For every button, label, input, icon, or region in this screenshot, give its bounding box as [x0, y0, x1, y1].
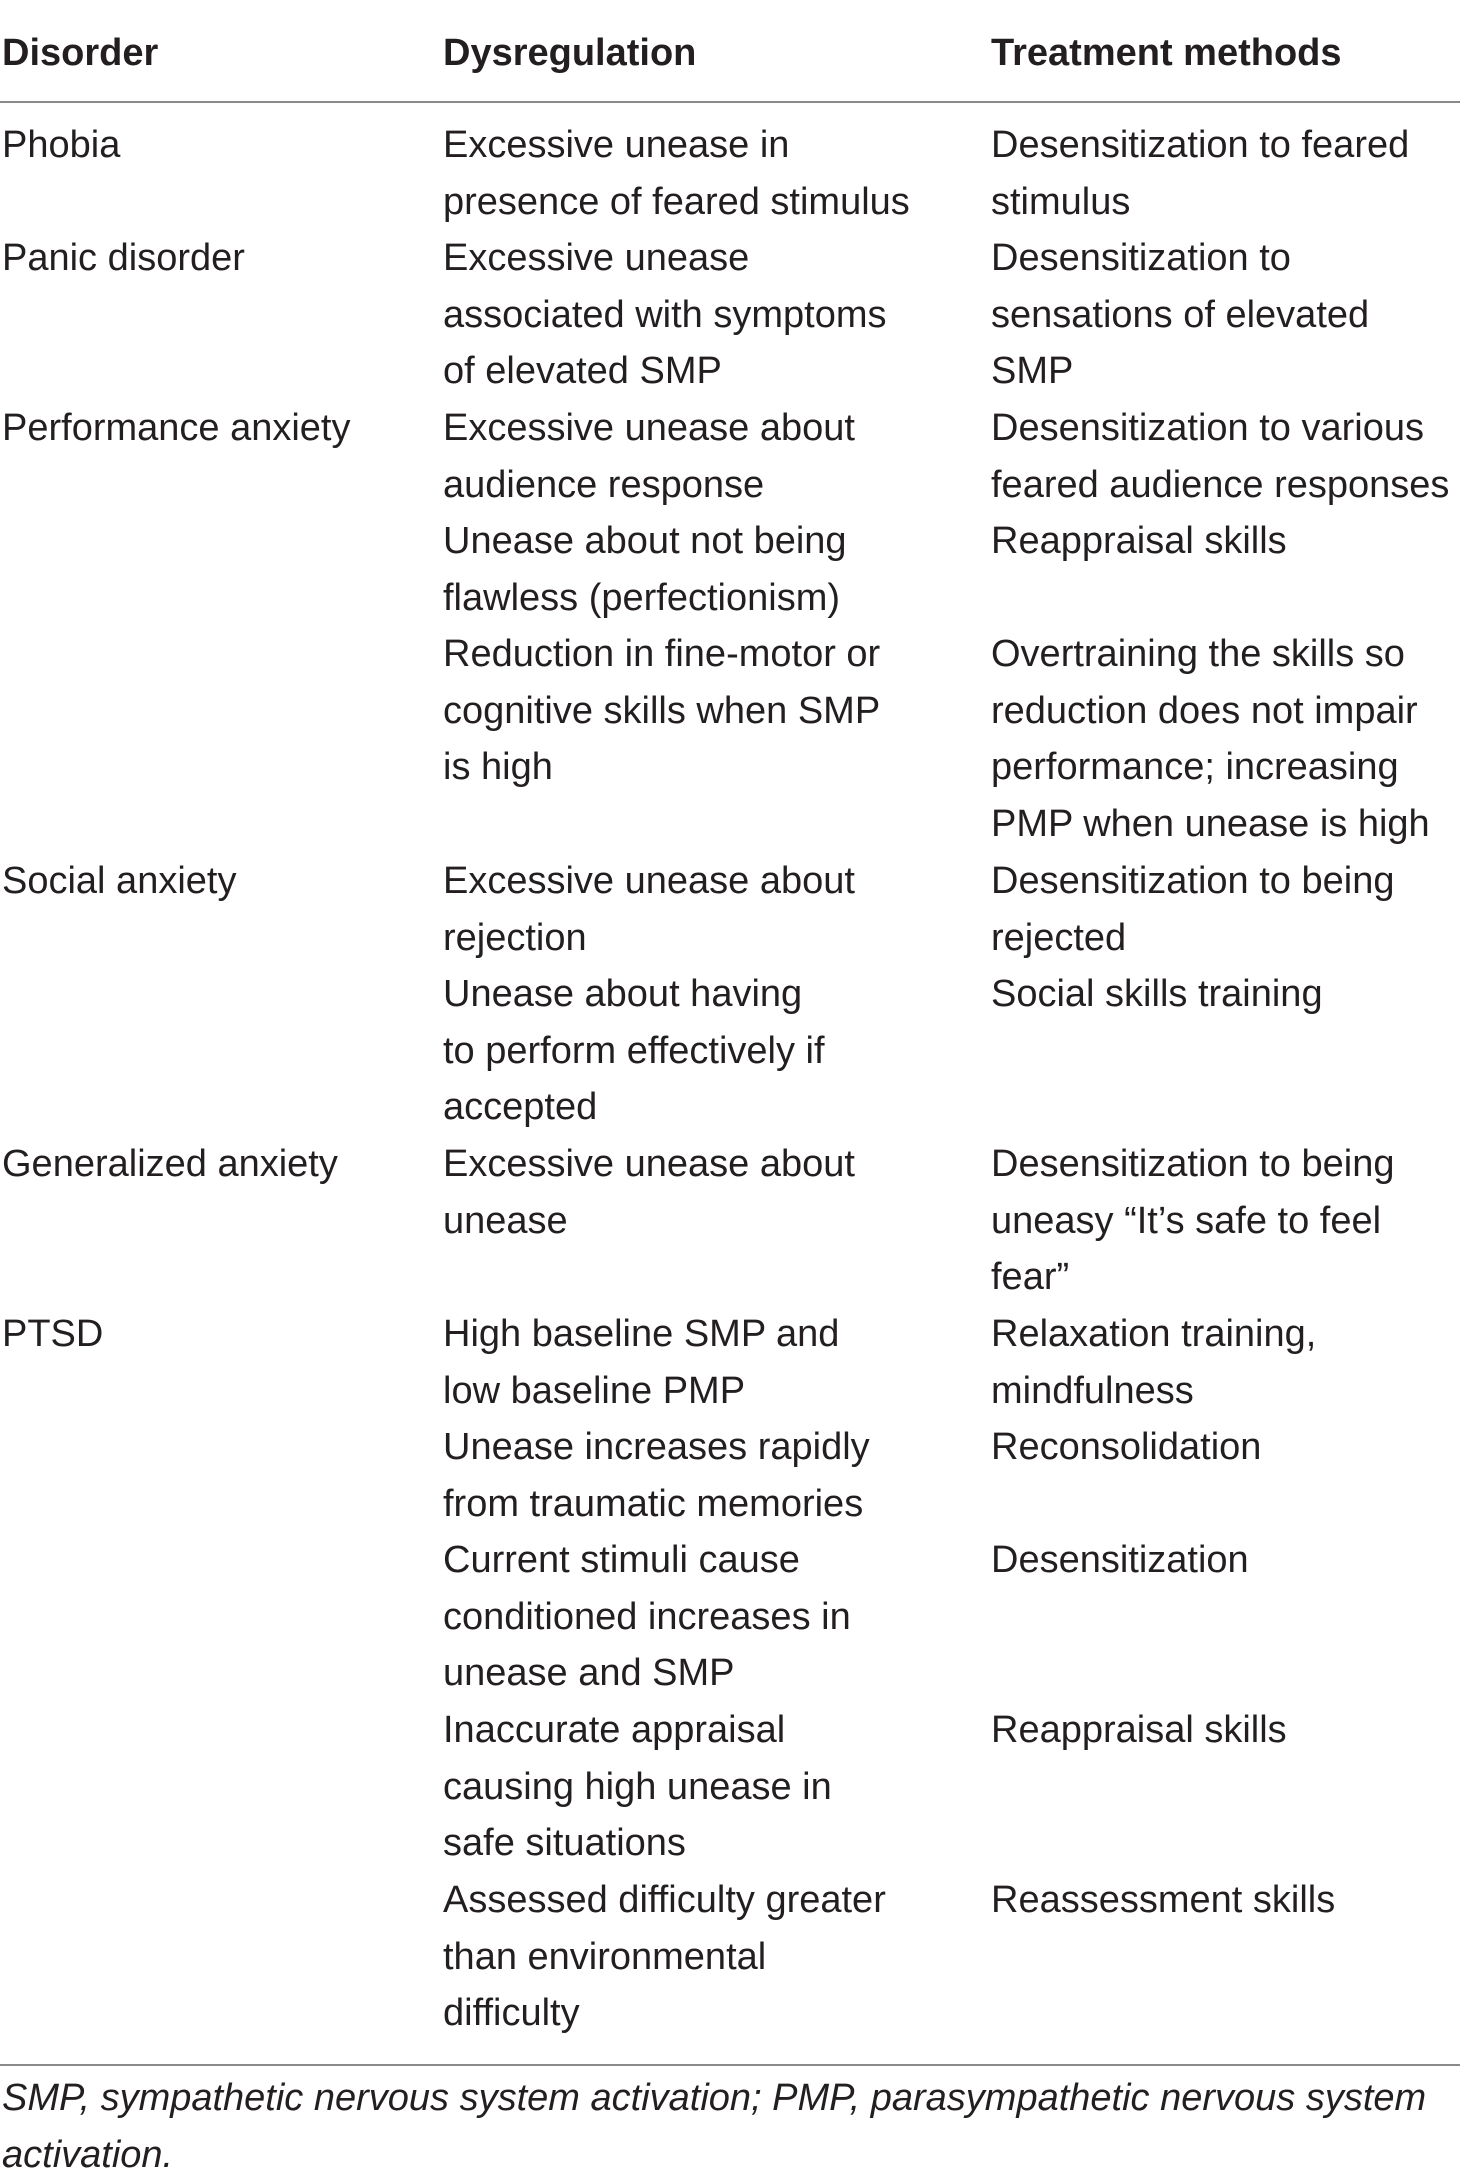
cell-dysregulation: Unease increases rapidly from traumatic memories [443, 1426, 870, 1525]
cell-dysregulation: Current stimuli cause conditioned increases in unease and SMP [443, 1539, 851, 1695]
cell-treatment: Desensitization to being uneasy “It’s safe to feel fear” [991, 1143, 1395, 1299]
cell-treatment: Desensitization [991, 1539, 1249, 1581]
cell-treatment: Desensitization to sensations of elevated SMP [991, 237, 1370, 393]
cell-dysregulation: Assessed difficulty greater than environmental difficulty [443, 1879, 886, 2035]
cell-dysregulation: Reduction in fine-motor or cognitive skills when SMP is high [443, 633, 881, 789]
header-disorder: Disorder [2, 32, 159, 74]
cell-disorder: PTSD [2, 1313, 104, 1355]
cell-dysregulation: Unease about having to perform effectively if accepted [443, 973, 825, 1129]
cell-treatment: Desensitization to being rejected [991, 860, 1395, 959]
header-treatment-methods: Treatment methods [991, 32, 1342, 74]
cell-treatment: Social skills training [991, 973, 1323, 1015]
cell-disorder: Generalized anxiety [2, 1143, 338, 1185]
table-footnote: SMP, sympathetic nervous system activation; PMP, parasympathetic nervous system activation. [2, 2077, 1427, 2176]
cell-treatment: Reappraisal skills [991, 1709, 1287, 1751]
cell-disorder: Panic disorder [2, 237, 245, 279]
header-rule [0, 101, 1460, 103]
cell-dysregulation: Excessive unease associated with symptoms of elevated SMP [443, 237, 887, 393]
cell-treatment: Relaxation training, mindfulness [991, 1313, 1317, 1412]
cell-dysregulation: Excessive unease about rejection [443, 860, 855, 959]
cell-dysregulation: Unease about not being flawless (perfectionism) [443, 520, 847, 619]
cell-dysregulation: Excessive unease in presence of feared stimulus [443, 124, 910, 223]
cell-treatment: Reappraisal skills [991, 520, 1287, 562]
cell-disorder: Performance anxiety [2, 407, 351, 449]
bottom-rule [0, 2064, 1460, 2066]
cell-treatment: Reassessment skills [991, 1879, 1336, 1921]
cell-dysregulation: Excessive unease about unease [443, 1143, 855, 1242]
header-dysregulation: Dysregulation [443, 32, 697, 74]
cell-treatment: Overtraining the skills so reduction does not impair performance; increasing PMP when unease is high [991, 633, 1430, 845]
cell-dysregulation: Inaccurate appraisal causing high unease in safe situations [443, 1709, 832, 1865]
cell-treatment: Reconsolidation [991, 1426, 1262, 1468]
cell-dysregulation: High baseline SMP and low baseline PMP [443, 1313, 840, 1412]
cell-treatment: Desensitization to feared stimulus [991, 124, 1410, 223]
cell-disorder: Phobia [2, 124, 121, 166]
cell-dysregulation: Excessive unease about audience response [443, 407, 855, 506]
cell-treatment: Desensitization to various feared audience responses [991, 407, 1450, 506]
cell-disorder: Social anxiety [2, 860, 237, 902]
